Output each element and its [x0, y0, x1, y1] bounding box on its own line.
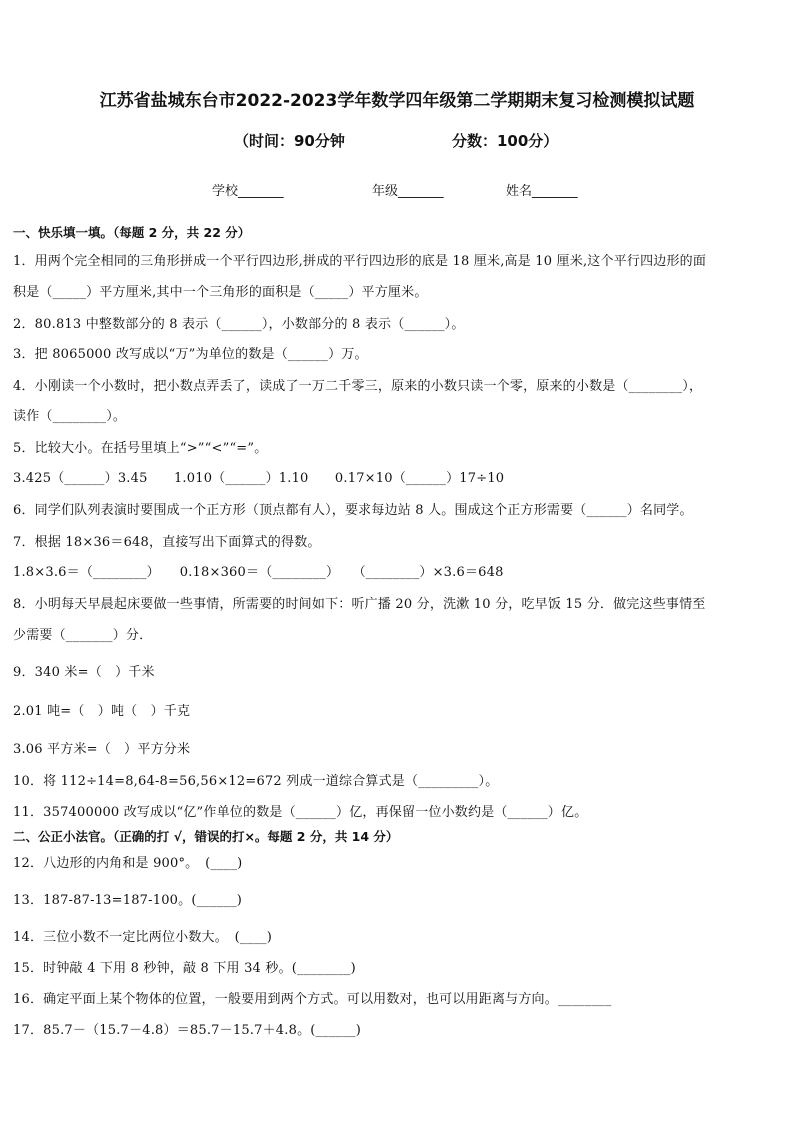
exam-score: 分数：100分）: [452, 132, 559, 150]
grade-field: 年级_______: [372, 184, 444, 199]
question-1-line-2: 积是（_____）平方厘米,其中一个三角形的面积是（_____）平方厘米。: [13, 285, 428, 300]
question-15: 15．时钟敲 4 下用 8 秒钟，敲 8 下用 34 秒。(________): [13, 961, 356, 976]
question-7-line-1: 7．根据 18×36＝648，直接写出下面算式的得数。: [13, 535, 321, 550]
question-3: 3．把 8065000 改写成以“万”为单位的数是（______）万。: [13, 347, 368, 362]
question-9-line-2: 2.01 吨=（ ）吨（ ）千克: [13, 704, 191, 719]
question-6: 6．同学们队列表演时要围成一个正方形（顶点都有人），要求每边站 8 人。围成这个正方形需要（______）名同学。: [13, 503, 693, 518]
question-16: 16．确定平面上某个物体的位置，一般要用到两个方式。可以用数对，也可以用距离与方向。________: [13, 992, 612, 1007]
question-14: 14．三位小数不一定比两位小数大。 (____): [13, 930, 272, 945]
page-title: 江苏省盐城东台市2022-2023学年数学四年级第二学期期末复习检测模拟试题: [99, 91, 695, 111]
question-4-line-1: 4．小刚读一个小数时，把小数点弄丢了，读成了一万二千零三，原来的小数只读一个零，原来的小数是（________），: [13, 379, 703, 394]
section-2-heading: 二、公正小法官。（正确的打 √，错误的打×。每题 2 分，共 14 分）: [13, 829, 399, 844]
question-5-line-2: 3.425（______）3.45 1.010（______）1.10 0.17×10（______）17÷10: [13, 471, 505, 486]
question-8-line-1: 8．小明每天早晨起床要做一些事情，所需要的时间如下：听广播 20 分，洗漱 10 分，吃早饭 15 分．做完这些事情至: [13, 597, 706, 612]
question-13: 13．187-87-13=187-100。(______): [13, 893, 243, 908]
question-17: 17．85.7－（15.7－4.8）＝85.7－15.7＋4.8。(______): [13, 1023, 362, 1038]
question-9-line-1: 9．340 米=（ ）千米: [13, 665, 155, 680]
question-11: 11．357400000 改写成以“亿”作单位的数是（______）亿，再保留一位小数约是（______）亿。: [13, 805, 588, 820]
question-9-line-3: 3.06 平方米=（ ）平方分米: [13, 742, 191, 757]
question-8-line-2: 少需要（_______）分．: [13, 628, 153, 643]
question-12: 12．八边形的内角和是 900°。 (____): [13, 856, 243, 871]
question-4-line-2: 读作（________）。: [13, 409, 127, 424]
question-1-line-1: 1．用两个完全相同的三角形拼成一个平行四边形,拼成的平行四边形的底是 18 厘米,高是 10 厘米,这个平行四边形的面: [13, 254, 707, 269]
question-10: 10．将 112÷14=8,64-8=56,56×12=672 列成一道综合算式是（_________）。: [13, 774, 499, 789]
question-5-line-1: 5．比较大小。在括号里填上“>”“<”“=”。: [13, 441, 268, 456]
question-7-line-2: 1.8×3.6＝（________） 0.18×360＝（________） （________）×3.6＝648: [13, 565, 504, 580]
section-1-heading: 一、快乐填一填。（每题 2 分，共 22 分）: [13, 225, 251, 240]
exam-time: （时间：90分钟: [234, 132, 345, 150]
question-2: 2．80.813 中整数部分的 8 表示（______），小数部分的 8 表示（______）。: [13, 317, 465, 332]
name-field: 姓名_______: [506, 184, 578, 199]
school-field: 学校_______: [212, 184, 284, 199]
